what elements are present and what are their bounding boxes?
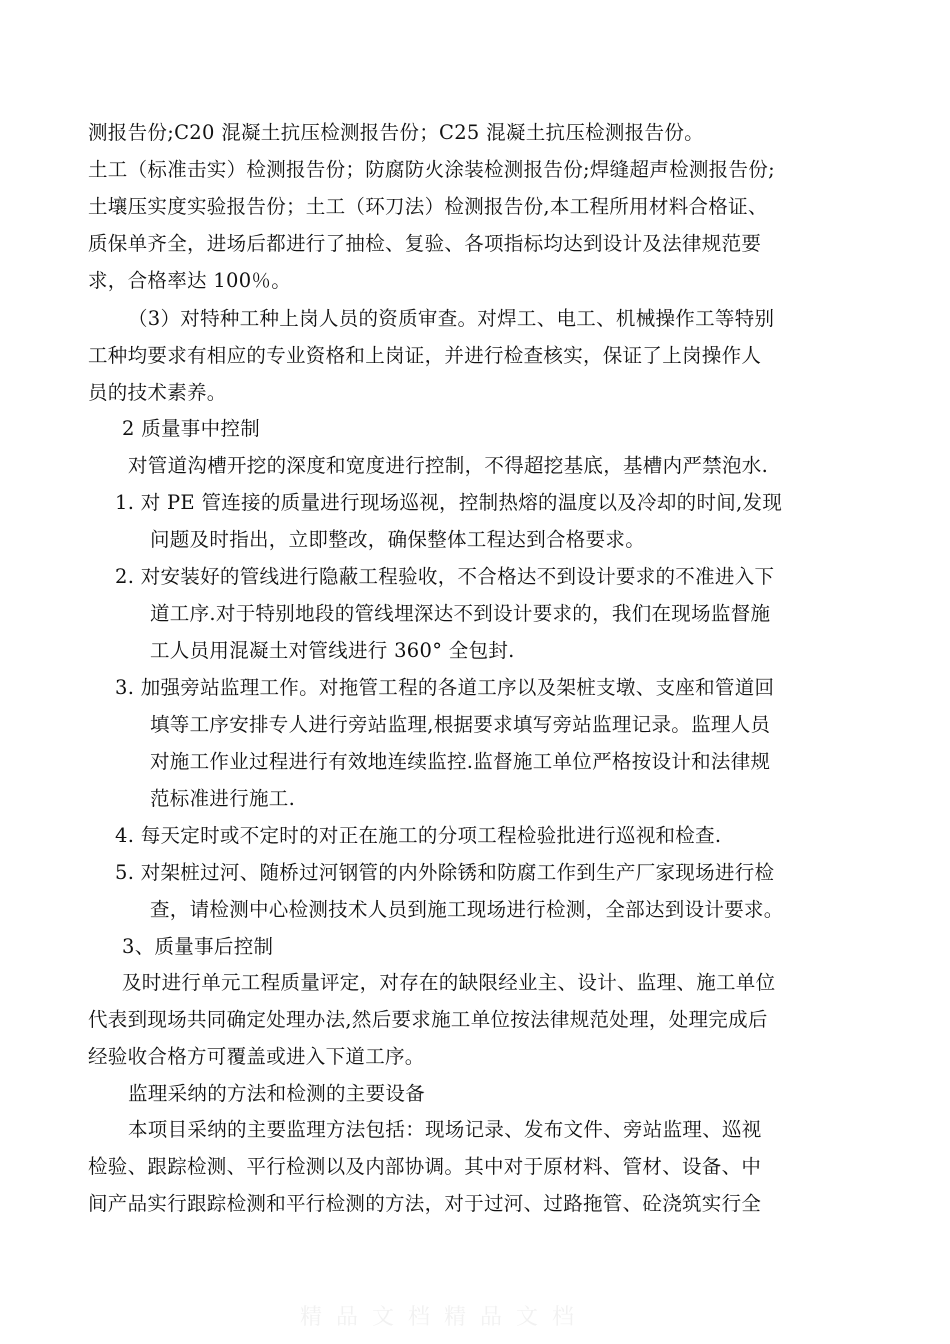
text-line: 间产品实行跟踪检测和平行检测的方法，对于过河、过路拖管、砼浇筑实行全 (88, 1192, 762, 1215)
text-line: 填等工序安排专人进行旁站监理,根据要求填写旁站监理记录。监理人员 (150, 713, 771, 736)
text-line: 对施工作业过程进行有效地连续监控.监督施工单位严格按设计和法律规 (150, 750, 771, 773)
text-line: 检验、跟踪检测、平行检测以及内部协调。其中对于原材料、管材、设备、中 (88, 1155, 762, 1178)
text-line: 质保单齐全，进场后都进行了抽检、复验、各项指标均达到设计及法律规范要 (88, 232, 762, 255)
text-line: 工人员用混凝土对管线进行 360° 全包封. (150, 639, 515, 662)
section-heading: 3、质量事后控制 (122, 935, 274, 958)
text-line: 对管道沟槽开挖的深度和宽度进行控制，不得超挖基底，基槽内严禁泡水. (128, 454, 769, 477)
text-line: 本项目采纳的主要监理方法包括：现场记录、发布文件、旁站监理、巡视 (128, 1118, 762, 1141)
text-line: 土工（标准击实）检测报告份；防腐防火涂装检测报告份;焊缝超声检测报告份; (88, 158, 775, 181)
text-line: 范标准进行施工. (150, 787, 296, 810)
section-heading: 监理采纳的方法和检测的主要设备 (128, 1082, 426, 1105)
list-item: 4. 每天定时或不定时的对正在施工的分项工程检验批进行巡视和检查. (115, 824, 722, 847)
section-heading: 2 质量事中控制 (122, 417, 261, 440)
watermark: 精品文档精品文档 (300, 1305, 589, 1330)
text-line: 代表到现场共同确定处理办法,然后要求施工单位按法律规范处理，处理完成后 (88, 1008, 768, 1031)
list-item: 3. 加强旁站监理工作。对拖管工程的各道工序以及架桩支墩、支座和管道回 (115, 676, 775, 699)
text-line: 经验收合格方可覆盖或进入下道工序。 (88, 1045, 425, 1068)
text-line: 测报告份;C20 混凝土抗压检测报告份；C25 混凝土抗压检测报告份。 (88, 121, 704, 144)
text-line: 查，请检测中心检测技术人员到施工现场进行检测，全部达到设计要求。 (150, 898, 784, 921)
text-line: （3）对特种工种上岗人员的资质审查。对焊工、电工、机械操作工等特别 (128, 307, 775, 330)
text-line: 求，合格率达 100％。 (88, 269, 292, 292)
list-item: 2. 对安装好的管线进行隐蔽工程验收，不合格达不到设计要求的不准进入下 (115, 565, 775, 588)
text-line: 土壤压实度实验报告份；土工（环刀法）检测报告份,本工程所用材料合格证、 (88, 195, 768, 218)
text-line: 员的技术素养。 (88, 381, 227, 404)
list-item: 5. 对架桩过河、随桥过河钢管的内外除锈和防腐工作到生产厂家现场进行检 (115, 861, 775, 884)
text-line: 问题及时指出，立即整改，确保整体工程达到合格要求。 (150, 528, 646, 551)
text-line: 工种均要求有相应的专业资格和上岗证，并进行检查核实，保证了上岗操作人 (88, 344, 762, 367)
text-line: 及时进行单元工程质量评定，对存在的缺限经业主、设计、监理、施工单位 (122, 971, 776, 994)
text-line: 道工序.对于特别地段的管线埋深达不到设计要求的，我们在现场监督施 (150, 602, 771, 625)
list-item: 1. 对 PE 管连接的质量进行现场巡视，控制热熔的温度以及冷却的时间,发现 (115, 491, 783, 514)
